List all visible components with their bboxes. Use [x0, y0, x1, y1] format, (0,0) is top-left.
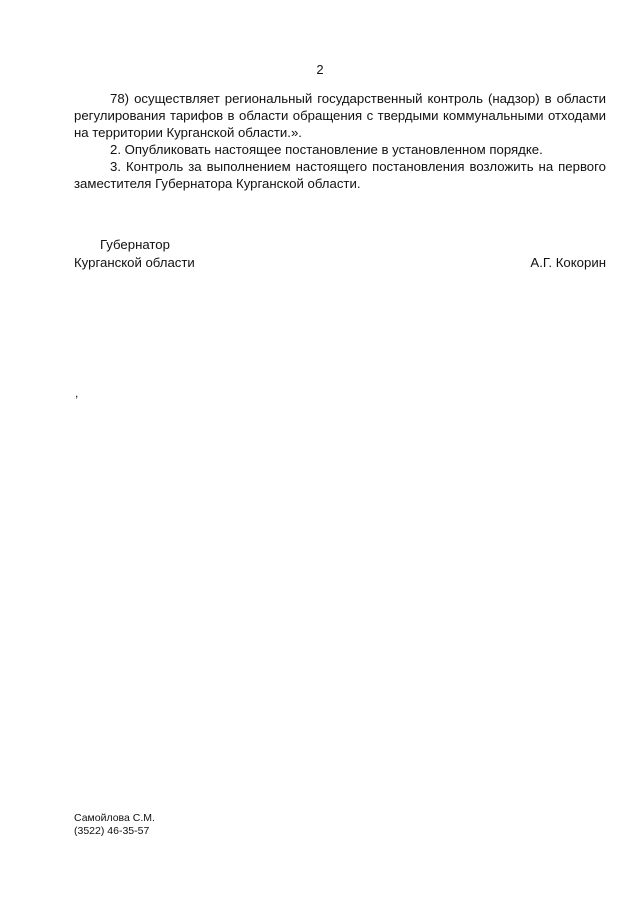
executor-phone: (3522) 46-35-57 [74, 825, 150, 837]
signature-title-governor: Губернатор [100, 237, 170, 252]
document-body [74, 90, 606, 192]
paragraph-control: 3. Контроль за выполнением настоящего постановления возложить на первого заместителя Губернатора Курганской области. [74, 159, 606, 191]
signature-title-region: Курганской области [74, 255, 195, 270]
paragraph-publish: 2. Опубликовать настоящее постановление в установленном порядке. [110, 142, 543, 157]
page-number: 2 [316, 62, 324, 77]
paragraph-item-78: 78) осуществляет региональный государственный контроль (надзор) в области регулирования тарифов в области обращения с твердыми коммунальными отходами на территории Курганской области.». [74, 91, 606, 140]
stray-mark: , [75, 386, 79, 400]
signature-title [74, 236, 195, 272]
signature-name: А.Г. Кокорин [530, 255, 606, 270]
executor-info [74, 812, 155, 838]
executor-name: Самойлова С.М. [74, 812, 155, 824]
